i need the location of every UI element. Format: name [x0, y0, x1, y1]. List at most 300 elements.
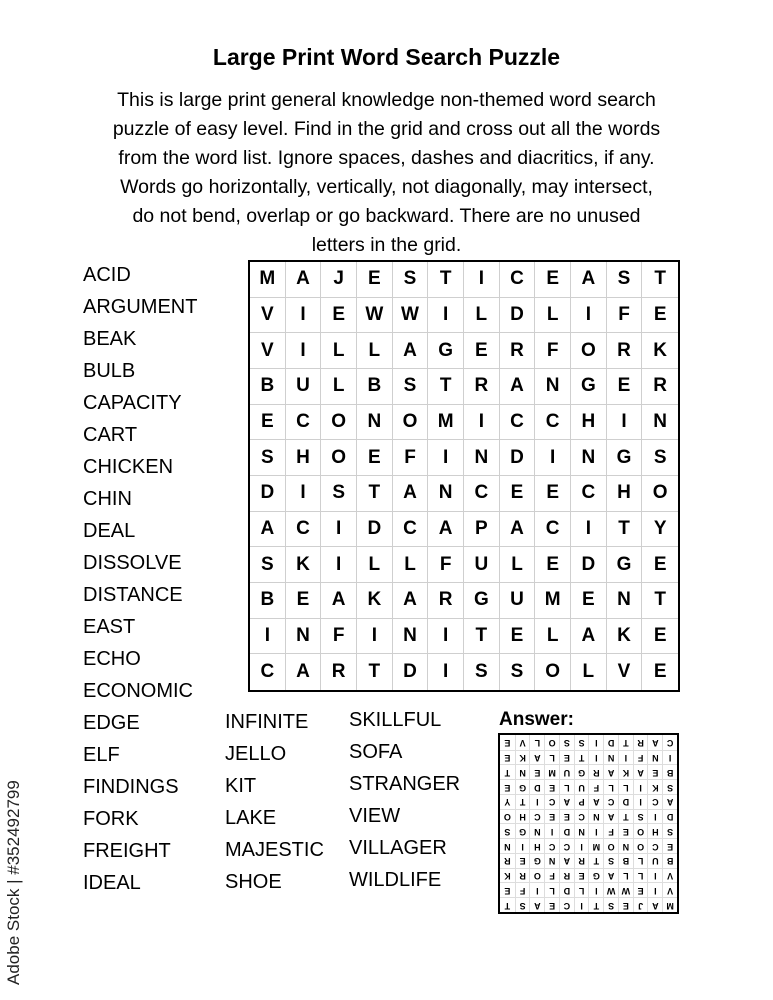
word-list-item: BEAK	[83, 328, 137, 350]
answer-grid-cell: V	[662, 868, 677, 883]
grid-cell: S	[500, 654, 536, 690]
grid-cell: M	[428, 405, 464, 441]
word-list-item: FREIGHT	[83, 840, 171, 862]
grid-cell: Y	[642, 512, 678, 548]
grid-cell: F	[393, 440, 429, 476]
answer-grid-cell: A	[603, 868, 618, 883]
grid-cell: A	[286, 654, 322, 690]
grid-cell: N	[393, 619, 429, 655]
grid-cell: I	[357, 619, 393, 655]
grid-cell: D	[250, 476, 286, 512]
grid-cell: G	[464, 583, 500, 619]
answer-grid-cell: I	[589, 824, 604, 839]
grid-cell: M	[250, 262, 286, 298]
grid-cell: E	[642, 619, 678, 655]
grid-cell: I	[428, 440, 464, 476]
word-list-item: ACID	[83, 264, 131, 286]
instruction-line: Words go horizontally, vertically, not diagonally, may intersect,	[120, 176, 653, 198]
instruction-line: puzzle of easy level. Find in the grid and cross out all the words	[112, 118, 661, 140]
grid-cell: G	[607, 440, 643, 476]
word-list-item: SKILLFUL	[349, 709, 442, 731]
grid-cell: C	[571, 476, 607, 512]
grid-cell: C	[500, 405, 536, 441]
answer-grid-cell: R	[515, 868, 530, 883]
answer-grid-cell: A	[633, 765, 648, 780]
grid-cell: J	[321, 262, 357, 298]
grid-cell: R	[607, 333, 643, 369]
answer-grid-cell: I	[662, 750, 677, 765]
answer-grid-cell: I	[515, 838, 530, 853]
grid-cell: U	[500, 583, 536, 619]
grid-cell: N	[571, 440, 607, 476]
answer-grid-cell: V	[515, 735, 530, 750]
grid-cell: D	[571, 547, 607, 583]
answer-grid-cell: L	[544, 883, 559, 898]
word-list-item: FORK	[83, 808, 139, 830]
grid-cell: T	[642, 583, 678, 619]
answer-grid-cell: R	[633, 735, 648, 750]
answer-grid-cell: N	[603, 750, 618, 765]
grid-cell: E	[642, 547, 678, 583]
answer-grid-cell: S	[574, 735, 589, 750]
grid-cell: T	[428, 369, 464, 405]
answer-grid-cell: I	[574, 838, 589, 853]
answer-grid-cell: E	[559, 809, 574, 824]
grid-cell: C	[286, 512, 322, 548]
answer-grid-cell: I	[589, 735, 604, 750]
word-list-item: DISTANCE	[83, 584, 183, 606]
answer-grid-cell: L	[603, 779, 618, 794]
grid-cell: A	[393, 476, 429, 512]
answer-grid-cell: C	[559, 838, 574, 853]
grid-cell: I	[286, 333, 322, 369]
answer-grid-cell: I	[589, 883, 604, 898]
grid-cell: R	[321, 654, 357, 690]
grid-cell: L	[321, 333, 357, 369]
grid-cell: E	[357, 440, 393, 476]
answer-grid-cell: N	[515, 765, 530, 780]
answer-grid-cell: M	[662, 897, 677, 912]
grid-cell: O	[393, 405, 429, 441]
answer-grid-cell: T	[500, 765, 515, 780]
answer-grid-cell: F	[589, 779, 604, 794]
grid-cell: L	[321, 369, 357, 405]
answer-grid-cell: U	[648, 853, 663, 868]
grid-cell: C	[393, 512, 429, 548]
answer-grid-cell: I	[633, 779, 648, 794]
answer-grid-cell: L	[544, 750, 559, 765]
grid-cell: B	[357, 369, 393, 405]
answer-grid-cell: L	[530, 735, 545, 750]
answer-grid-cell: A	[648, 897, 663, 912]
grid-cell: T	[428, 262, 464, 298]
word-list-column-3	[349, 707, 460, 899]
answer-grid-cell: S	[662, 779, 677, 794]
answer-grid-cell: N	[530, 824, 545, 839]
answer-grid-cell: D	[662, 809, 677, 824]
answer-grid-cell: B	[618, 853, 633, 868]
grid-cell: E	[500, 619, 536, 655]
grid-cell: L	[535, 619, 571, 655]
grid-cell: S	[607, 262, 643, 298]
answer-grid-cell: I	[618, 750, 633, 765]
grid-cell: S	[464, 654, 500, 690]
grid-cell: B	[250, 583, 286, 619]
grid-cell: I	[464, 405, 500, 441]
grid-cell: I	[428, 654, 464, 690]
word-list-item: VIEW	[349, 805, 401, 827]
grid-cell: I	[428, 619, 464, 655]
word-list-item: ECONOMIC	[83, 680, 193, 702]
answer-grid-cell: K	[515, 750, 530, 765]
answer-grid-cell: H	[648, 824, 663, 839]
answer-grid-cell: K	[500, 868, 515, 883]
grid-cell: K	[642, 333, 678, 369]
word-list-item: FINDINGS	[83, 776, 179, 798]
answer-grid-cell: S	[500, 824, 515, 839]
answer-grid-cell: E	[662, 838, 677, 853]
word-list-item: MAJESTIC	[225, 839, 324, 861]
answer-grid-cell: O	[544, 735, 559, 750]
grid-cell: E	[321, 298, 357, 334]
answer-grid	[498, 733, 679, 914]
word-list-item: ARGUMENT	[83, 296, 198, 318]
answer-grid-cell: C	[544, 794, 559, 809]
grid-cell: T	[607, 512, 643, 548]
grid-cell: N	[286, 619, 322, 655]
answer-grid-cell: N	[589, 809, 604, 824]
answer-grid-cell: N	[618, 838, 633, 853]
answer-grid-cell: F	[515, 883, 530, 898]
answer-grid-cell: R	[574, 853, 589, 868]
answer-grid-cell: C	[648, 838, 663, 853]
grid-cell: G	[428, 333, 464, 369]
grid-cell: O	[321, 405, 357, 441]
grid-cell: E	[357, 262, 393, 298]
grid-cell: I	[250, 619, 286, 655]
answer-grid-cell: W	[603, 883, 618, 898]
answer-grid-cell: C	[662, 735, 677, 750]
answer-grid-cell: H	[530, 838, 545, 853]
answer-grid-cell: E	[544, 897, 559, 912]
grid-cell: T	[642, 262, 678, 298]
grid-cell: A	[571, 619, 607, 655]
grid-cell: S	[321, 476, 357, 512]
answer-grid-cell: C	[544, 838, 559, 853]
grid-cell: E	[250, 405, 286, 441]
grid-cell: A	[393, 333, 429, 369]
word-list-item: SOFA	[349, 741, 403, 763]
word-list-item: JELLO	[225, 743, 287, 765]
grid-cell: S	[250, 547, 286, 583]
answer-grid-cell: E	[633, 883, 648, 898]
answer-grid-cell: A	[603, 765, 618, 780]
grid-cell: P	[464, 512, 500, 548]
word-list-item: IDEAL	[83, 872, 141, 894]
answer-grid-cell: A	[559, 794, 574, 809]
word-list-column-2	[225, 709, 324, 901]
grid-cell: V	[607, 654, 643, 690]
grid-cell: E	[286, 583, 322, 619]
answer-grid-cell: B	[662, 765, 677, 780]
answer-grid-cell: T	[500, 897, 515, 912]
answer-grid-cell: I	[544, 824, 559, 839]
answer-grid-cell: O	[633, 824, 648, 839]
answer-grid-cell: O	[603, 838, 618, 853]
grid-cell: I	[428, 298, 464, 334]
grid-cell: F	[607, 298, 643, 334]
grid-cell: N	[535, 369, 571, 405]
answer-grid-cell: I	[589, 750, 604, 765]
grid-cell: O	[571, 333, 607, 369]
grid-cell: D	[357, 512, 393, 548]
answer-grid-cell: T	[618, 809, 633, 824]
answer-grid-cell: H	[515, 809, 530, 824]
word-list-item: DEAL	[83, 520, 136, 542]
grid-cell: K	[286, 547, 322, 583]
grid-cell: G	[607, 547, 643, 583]
word-list-item: DISSOLVE	[83, 552, 182, 574]
grid-cell: I	[535, 440, 571, 476]
grid-cell: T	[357, 476, 393, 512]
answer-grid-cell: P	[574, 794, 589, 809]
grid-cell: I	[571, 512, 607, 548]
grid-cell: H	[607, 476, 643, 512]
answer-grid-cell: S	[515, 897, 530, 912]
answer-grid-cell: E	[500, 750, 515, 765]
grid-cell: F	[321, 619, 357, 655]
answer-grid-cell: G	[530, 853, 545, 868]
grid-cell: L	[500, 547, 536, 583]
answer-grid-cell: G	[515, 824, 530, 839]
word-list-item: INFINITE	[225, 711, 309, 733]
grid-cell: O	[642, 476, 678, 512]
grid-cell: W	[393, 298, 429, 334]
answer-grid-cell: E	[544, 809, 559, 824]
answer-grid-cell: W	[618, 883, 633, 898]
grid-cell: U	[286, 369, 322, 405]
answer-grid-cell: I	[648, 809, 663, 824]
answer-grid-cell: I	[530, 794, 545, 809]
answer-grid-cell: O	[530, 868, 545, 883]
grid-cell: T	[357, 654, 393, 690]
answer-grid-cell: S	[603, 897, 618, 912]
puzzle-title: Large Print Word Search Puzzle	[212, 44, 561, 70]
word-list-item: LAKE	[225, 807, 277, 829]
grid-cell: E	[642, 298, 678, 334]
instruction-line: This is large print general knowledge non-themed word search	[117, 89, 656, 111]
grid-cell: K	[607, 619, 643, 655]
word-list-column-1	[83, 262, 197, 902]
answer-grid-cell: F	[633, 750, 648, 765]
answer-grid-cell: I	[530, 883, 545, 898]
grid-cell: C	[535, 512, 571, 548]
grid-cell: M	[535, 583, 571, 619]
answer-grid-cell: L	[559, 779, 574, 794]
answer-grid-cell: D	[530, 779, 545, 794]
grid-cell: E	[607, 369, 643, 405]
answer-grid-cell: L	[618, 779, 633, 794]
answer-grid-cell: E	[559, 750, 574, 765]
grid-cell: H	[571, 405, 607, 441]
word-list-item: VILLAGER	[349, 837, 447, 859]
answer-grid-cell: E	[618, 897, 633, 912]
answer-grid-cell: S	[603, 853, 618, 868]
answer-grid-cell: E	[618, 824, 633, 839]
grid-cell: D	[500, 440, 536, 476]
answer-grid-cell: M	[544, 765, 559, 780]
answer-grid-cell: L	[574, 883, 589, 898]
grid-cell: S	[393, 369, 429, 405]
instruction-line: do not bend, overlap or go backward. There are no unused	[132, 205, 641, 227]
answer-grid-cell: N	[500, 838, 515, 853]
answer-grid-cell: E	[648, 765, 663, 780]
grid-cell: A	[571, 262, 607, 298]
word-list-item: CHICKEN	[83, 456, 174, 478]
grid-cell: C	[535, 405, 571, 441]
answer-grid-cell: S	[633, 809, 648, 824]
grid-cell: L	[393, 547, 429, 583]
grid-cell: A	[321, 583, 357, 619]
word-list-item: EDGE	[83, 712, 140, 734]
grid-cell: U	[464, 547, 500, 583]
answer-grid-cell: Y	[500, 794, 515, 809]
word-list-item: CAPACITY	[83, 392, 182, 414]
answer-grid-cell: K	[648, 779, 663, 794]
grid-cell: A	[286, 262, 322, 298]
answer-grid-cell: C	[559, 897, 574, 912]
grid-cell: L	[571, 654, 607, 690]
grid-cell: G	[571, 369, 607, 405]
answer-grid-cell: L	[633, 868, 648, 883]
word-list-item: CART	[83, 424, 138, 446]
answer-grid-cell: E	[500, 779, 515, 794]
grid-cell: A	[428, 512, 464, 548]
grid-cell: E	[653, 661, 667, 683]
answer-grid-cell: T	[574, 750, 589, 765]
answer-grid-cell: T	[515, 794, 530, 809]
grid-cell: R	[642, 369, 678, 405]
answer-grid-cell: E	[504, 737, 511, 748]
answer-grid-cell: A	[530, 897, 545, 912]
grid-cell: O	[535, 654, 571, 690]
grid-cell: R	[464, 369, 500, 405]
grid-cell: C	[500, 262, 536, 298]
grid-cell: V	[250, 333, 286, 369]
answer-grid-cell: T	[618, 735, 633, 750]
answer-grid-cell: N	[648, 750, 663, 765]
answer-grid-cell: C	[530, 809, 545, 824]
grid-cell: K	[357, 583, 393, 619]
grid-cell: E	[571, 583, 607, 619]
grid-cell: C	[286, 405, 322, 441]
answer-grid-cell: A	[559, 853, 574, 868]
grid-cell: L	[535, 298, 571, 334]
grid-cell: V	[250, 298, 286, 334]
answer-grid-cell: I	[633, 794, 648, 809]
grid-cell: E	[464, 333, 500, 369]
grid-cell: I	[286, 298, 322, 334]
answer-grid-cell: E	[500, 883, 515, 898]
grid-cell: E	[535, 547, 571, 583]
grid-cell: L	[357, 547, 393, 583]
word-list-item: WILDLIFE	[349, 869, 442, 891]
answer-grid-cell: E	[574, 868, 589, 883]
grid-cell: E	[535, 262, 571, 298]
answer-grid-cell: U	[574, 779, 589, 794]
answer-grid-cell: L	[633, 853, 648, 868]
grid-cell: A	[393, 583, 429, 619]
grid-cell: H	[286, 440, 322, 476]
word-list-item: ECHO	[83, 648, 141, 670]
answer-grid-cell: B	[662, 853, 677, 868]
grid-cell: L	[464, 298, 500, 334]
grid-cell: I	[571, 298, 607, 334]
answer-grid-cell: I	[648, 883, 663, 898]
answer-grid-cell: M	[589, 838, 604, 853]
answer-grid-cell: A	[589, 794, 604, 809]
answer-grid-cell: F	[544, 868, 559, 883]
grid-cell: N	[607, 583, 643, 619]
puzzle-grid	[248, 260, 680, 692]
grid-cell: N	[464, 440, 500, 476]
grid-cell: I	[464, 262, 500, 298]
answer-label: Answer:	[499, 709, 574, 730]
grid-cell: N	[642, 405, 678, 441]
instruction-line: from the word list. Ignore spaces, dashes and diacritics, if any.	[118, 147, 655, 169]
answer-grid-cell: D	[559, 824, 574, 839]
answer-grid-cell: D	[618, 794, 633, 809]
grid-cell: C	[464, 476, 500, 512]
word-list-item: EAST	[83, 616, 136, 638]
answer-grid-cell: N	[544, 853, 559, 868]
answer-grid-cell: I	[574, 897, 589, 912]
instructions	[40, 86, 733, 260]
answer-grid-cell: R	[500, 853, 515, 868]
word-list-item: BULB	[83, 360, 136, 382]
answer-grid-cell: A	[662, 794, 677, 809]
grid-cell: A	[500, 512, 536, 548]
grid-cell: R	[428, 583, 464, 619]
answer-grid-cell: K	[618, 765, 633, 780]
grid-cell: S	[250, 440, 286, 476]
answer-grid-cell: R	[559, 868, 574, 883]
grid-cell: I	[321, 547, 357, 583]
grid-cell: D	[500, 298, 536, 334]
stock-id-watermark: Adobe Stock | #352492799	[4, 780, 23, 985]
grid-cell: E	[500, 476, 536, 512]
grid-cell: A	[500, 369, 536, 405]
instruction-line: letters in the grid.	[311, 234, 462, 256]
grid-cell: C	[250, 654, 286, 690]
grid-cell: O	[321, 440, 357, 476]
grid-cell: A	[250, 512, 286, 548]
answer-grid-cell: I	[648, 868, 663, 883]
answer-grid-cell: U	[559, 765, 574, 780]
answer-grid-cell: T	[589, 853, 604, 868]
grid-cell: S	[642, 440, 678, 476]
grid-cell: B	[250, 369, 286, 405]
grid-cell: N	[357, 405, 393, 441]
answer-grid-cell: E	[544, 779, 559, 794]
grid-cell: N	[428, 476, 464, 512]
grid-cell: I	[286, 476, 322, 512]
grid-cell: E	[535, 476, 571, 512]
word-list-item: STRANGER	[349, 773, 461, 795]
answer-grid-cell: R	[589, 765, 604, 780]
answer-grid-cell: G	[515, 779, 530, 794]
grid-cell: I	[607, 405, 643, 441]
